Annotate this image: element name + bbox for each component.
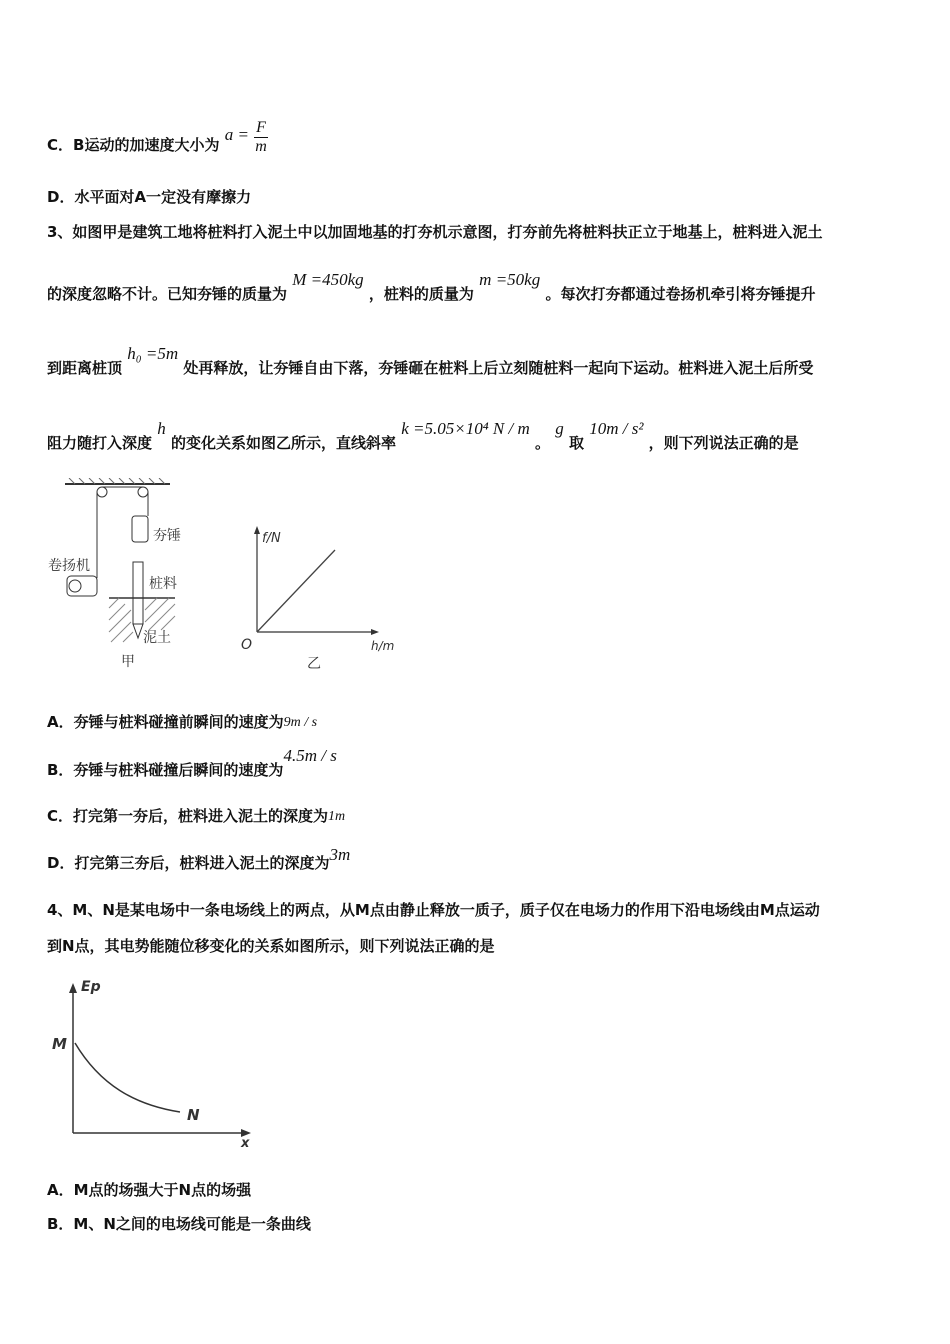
pile	[133, 562, 143, 624]
fraction-numerator: F	[256, 119, 266, 136]
ep-curve	[75, 1043, 180, 1112]
option-prefix: D．	[47, 188, 75, 206]
q4-option-b: B．M、N之间的电场线可能是一条曲线	[47, 1215, 311, 1233]
height-value: h₀ =5m	[127, 344, 179, 363]
q4-line-1: 4、M、N是某电场中一条电场线上的两点，从M点由静止释放一质子，质子仅在电场力的作用下沿电场线由M点运动	[47, 901, 820, 919]
text-seg: 。每次打夯都通过卷扬机牵引将夯锤提升	[545, 285, 816, 303]
q4-option-a: A．M点的场强大于N点的场强	[47, 1181, 252, 1199]
q3-option-a	[47, 711, 317, 732]
option-text: D．打完第三夯后，桩料进入泥土的深度为	[47, 854, 330, 872]
text-seg: 的变化关系如图乙所示，直线斜率	[170, 434, 396, 452]
q3-option-d	[47, 845, 351, 873]
label-winch: 卷扬机	[48, 558, 90, 574]
x-label: x	[241, 1136, 250, 1150]
text-seg: 取	[568, 434, 584, 452]
y-label: Ep	[81, 979, 101, 995]
option-value: 4.5m / s	[283, 746, 337, 765]
gravity-value: 10m / s²	[589, 419, 644, 438]
q3-line-2	[47, 270, 816, 304]
figure-yi	[235, 520, 405, 670]
force-line	[257, 550, 335, 632]
option-value: 9m / s	[283, 715, 318, 730]
text-seg: 阻力随打入深度	[47, 434, 153, 452]
point-m-label: M	[52, 1035, 67, 1053]
option-value: 1m	[328, 809, 346, 824]
origin-label: O	[241, 637, 253, 653]
q3-line-3	[47, 344, 814, 378]
formula-lhs: a =	[224, 125, 249, 144]
q2-option-d	[47, 186, 251, 207]
winch	[67, 576, 97, 596]
option-text: A．夯锤与桩料碰撞前瞬间的速度为	[47, 713, 284, 731]
option-value: 3m	[329, 845, 351, 864]
text-seg: 到距离桩顶	[47, 359, 123, 377]
option-text: B运动的加速度大小为	[73, 136, 220, 154]
point-n-label: N	[187, 1106, 200, 1124]
figure-jia	[45, 478, 220, 673]
y-arrow	[254, 526, 260, 534]
option-text: C．打完第一夯后，桩料进入泥土的深度为	[47, 807, 329, 825]
x-arrow	[371, 629, 379, 635]
q3-option-b	[47, 746, 337, 780]
caption-yi: 乙	[307, 656, 321, 670]
option-prefix: C．	[47, 136, 74, 154]
text-seg: ，桩料的质量为	[368, 285, 474, 303]
pile-tip	[133, 624, 143, 638]
q2-option-c	[47, 119, 268, 164]
q3-option-c	[47, 805, 345, 826]
x-label: h/m	[371, 639, 395, 653]
figure-q4	[45, 975, 260, 1150]
text-seg: 的深度忽略不计。已知夯锤的质量为	[47, 285, 288, 303]
gravity-symbol: g	[555, 419, 564, 438]
mass-pile-value: m =50kg	[479, 270, 541, 289]
depth-symbol: h	[157, 419, 166, 438]
label-pile: 桩料	[149, 576, 177, 592]
pulley-left	[97, 487, 107, 497]
q3-line-1: 3、如图甲是建筑工地将桩料打入泥土中以加固地基的打夯机示意图，打夯前先将桩料扶正立于地基上，桩料进入泥土	[47, 223, 823, 241]
label-hammer: 夯锤	[153, 528, 181, 544]
fraction-denominator: m	[255, 138, 267, 155]
slope-value: k =5.05×10⁴ N / m	[401, 419, 530, 438]
fraction	[254, 119, 268, 156]
option-text: 水平面对A一定没有摩擦力	[74, 188, 252, 206]
q3-line-4	[47, 419, 799, 453]
text-seg: ，则下列说法正确的是	[648, 434, 799, 452]
mass-hammer-value: M =450kg	[292, 270, 364, 289]
text-seg: 处再释放，让夯锤自由下落，夯锤砸在桩料上后立刻随桩料一起向下运动。桩料进入泥土后所受	[183, 359, 814, 377]
y-label: f/N	[262, 531, 281, 546]
caption-jia: 甲	[121, 654, 135, 670]
label-soil: 泥土	[143, 630, 171, 646]
pulley-right	[138, 487, 148, 497]
hammer	[132, 516, 148, 542]
y-arrow	[69, 983, 77, 993]
q4-line-2: 到N点，其电势能随位移变化的关系如图所示，则下列说法正确的是	[47, 937, 495, 955]
option-text: B．夯锤与桩料碰撞后瞬间的速度为	[47, 761, 284, 779]
text-seg: 。	[534, 434, 550, 452]
